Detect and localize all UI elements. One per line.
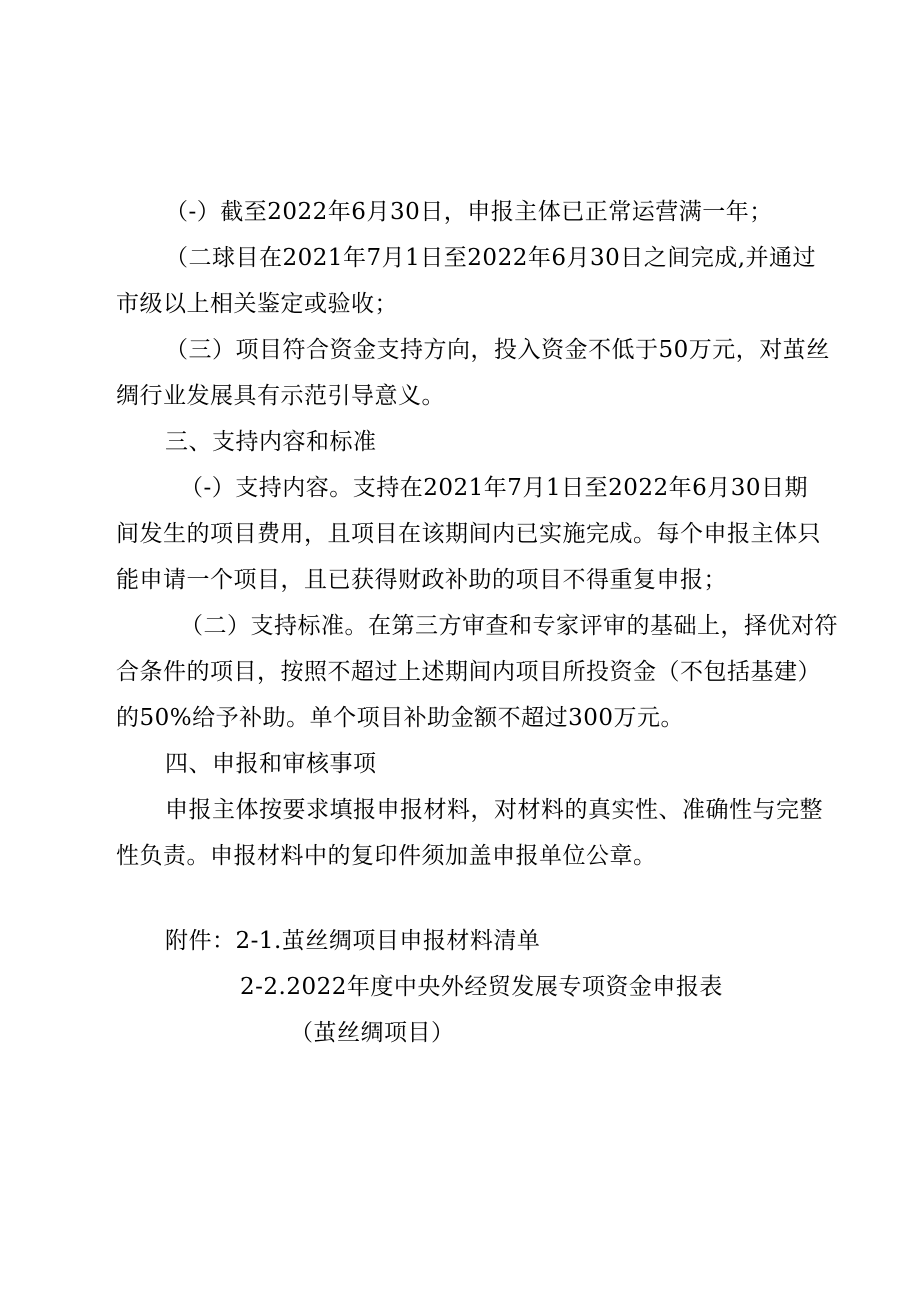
section-4-body-line-2: 性负责。申报材料中的复印件须加盖申报单位公章。 (116, 843, 657, 869)
section-4-heading: 四、申报和审核事项 (165, 751, 377, 777)
condition-item-3-line-2: 绸行业发展具有示范引导意义。 (116, 383, 445, 409)
attachment-line-1: 附件：2-1.茧丝绸项目申报材料清单 (165, 928, 541, 954)
support-content-line-1: （-）支持内容。支持在2021年7月1日至2022年6月30日期 (180, 475, 809, 501)
condition-item-2-line-1: （二球目在2021年7月1日至2022年6月30日之间完成,并通过 (165, 245, 817, 271)
condition-item-2-line-2: 市级以上相关鉴定或验收； (116, 291, 398, 317)
condition-item-3-line-1: （三）项目符合资金支持方向，投入资金不低于50万元，对茧丝 (165, 337, 830, 363)
attachment-line-3: （茧丝绸项目） (290, 1020, 455, 1046)
section-3-heading: 三、支持内容和标准 (165, 429, 377, 455)
support-standard-line-2: 合条件的项目，按照不超过上述期间内项目所投资金（不包括基建） (116, 659, 821, 685)
condition-item-1: （-）截至2022年6月30日，申报主体已正常运营满一年； (165, 199, 773, 225)
attachment-line-2: 2-2.2022年度中央外经贸发展专项资金申报表 (240, 974, 723, 1000)
support-standard-line-3: 的50%给予补助。单个项目补助金额不超过300万元。 (116, 705, 685, 731)
section-4-body-line-1: 申报主体按要求填报申报材料，对材料的真实性、准确性与完整 (165, 797, 823, 823)
support-standard-line-1: （二）支持标准。在第三方审查和专家评审的基础上，择优对符 (180, 613, 838, 639)
support-content-line-3: 能申请一个项目，且已获得财政补助的项目不得重复申报； (116, 567, 727, 593)
support-content-line-2: 间发生的项目费用，且项目在该期间内已实施完成。每个申报主体只 (116, 521, 821, 547)
